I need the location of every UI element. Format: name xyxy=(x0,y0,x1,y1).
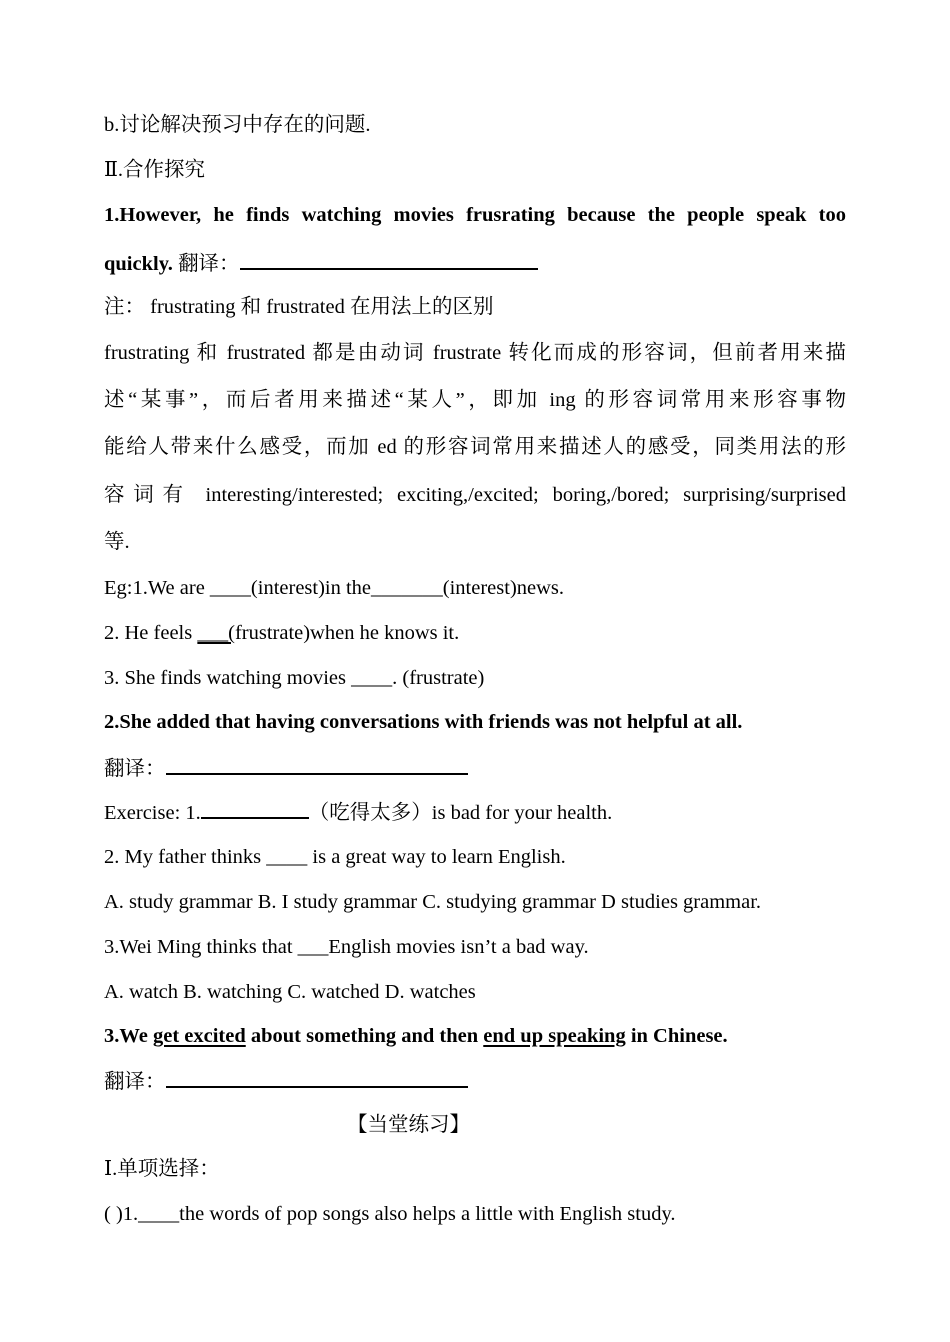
exercise-1-blank[interactable] xyxy=(201,799,309,819)
explanation-line-1: frustrating 和 frustrated 都是由动词 frustrate 转化而成的形容词，但前者用来描 xyxy=(104,342,846,364)
sentence-3-phrase-end-up-speaking: end up speaking xyxy=(483,1025,626,1047)
explanation-line-4: 容词有 interesting/interested; exciting,/excited; boring,/bored; surprising/surprised xyxy=(104,484,846,506)
sentence-3-part-a: 3.We xyxy=(104,1025,153,1047)
sentence-3-part-e: in Chinese. xyxy=(625,1025,728,1047)
translate-label: 翻译： xyxy=(172,253,240,275)
example-3: 3. She finds watching movies ____. (frustrate) xyxy=(104,667,485,689)
sentence-3 xyxy=(104,1023,728,1049)
translate-line-3 xyxy=(104,1068,468,1095)
example-1: Eg:1.We are ____(interest)in the_______(interest)news. xyxy=(104,577,565,599)
exercise-3: 3.Wei Ming thinks that ___English movies isn’t a bad way. xyxy=(104,936,589,958)
example-2-end: frustrate)when he knows it. xyxy=(234,622,460,644)
exercise-2-options: A. study grammar B. I study grammar C. studying grammar D studies grammar. xyxy=(104,891,762,913)
sentence-2: 2.She added that having conversations with friends was not helpful at all. xyxy=(104,711,743,733)
sentence-1-line-1: 1.However, he finds watching movies frusrating because the people speak too xyxy=(104,204,846,226)
exercise-3-options: A. watch B. watching C. watched D. watches xyxy=(104,981,476,1003)
practice-heading: 【当堂练习】 xyxy=(347,1114,470,1136)
translation-blank-2[interactable] xyxy=(166,755,468,775)
explanation-line-3: 能给人带来什么感受，而加 ed 的形容词常用来描述人的感受，同类用法的形 xyxy=(104,436,846,458)
translate-label: 翻译： xyxy=(104,1071,166,1093)
example-2-blank: ___( xyxy=(197,622,235,644)
section-heading-cooperation: Ⅱ.合作探究 xyxy=(104,159,206,181)
section-single-choice: Ⅰ.单项选择： xyxy=(104,1158,220,1180)
sentence-3-part-c: about something and then xyxy=(245,1025,484,1047)
translate-label: 翻译： xyxy=(104,758,166,780)
question-1: ( )1.____the words of pop songs also helps a little with English study. xyxy=(104,1203,676,1225)
translate-line-2 xyxy=(104,755,468,782)
example-2 xyxy=(104,620,459,646)
exercise-2: 2. My father thinks ____ is a great way to learn English. xyxy=(104,846,566,868)
sentence-1-end: quickly. xyxy=(104,253,173,275)
explanation-line-2: 述“某事”，而后者用来描述“某人”，即加 ing 的形容词常用来形容事物 xyxy=(104,389,846,411)
translation-blank-1[interactable] xyxy=(240,250,538,270)
example-2-start: 2. He feels xyxy=(104,622,198,644)
exercise-1 xyxy=(104,799,612,826)
note-line: 注： frustrating 和 frustrated 在用法上的区别 xyxy=(104,296,494,318)
exercise-1-start: Exercise: 1. xyxy=(104,802,201,824)
exercise-1-end: （吃得太多）is bad for your health. xyxy=(308,802,613,824)
step-b-text: b.讨论解决预习中存在的问题. xyxy=(104,114,371,136)
sentence-3-phrase-get-excited: get excited xyxy=(152,1025,246,1047)
sentence-1-line-2 xyxy=(104,250,538,277)
translation-blank-3[interactable] xyxy=(166,1068,468,1088)
explanation-line-5: 等. xyxy=(104,531,130,553)
